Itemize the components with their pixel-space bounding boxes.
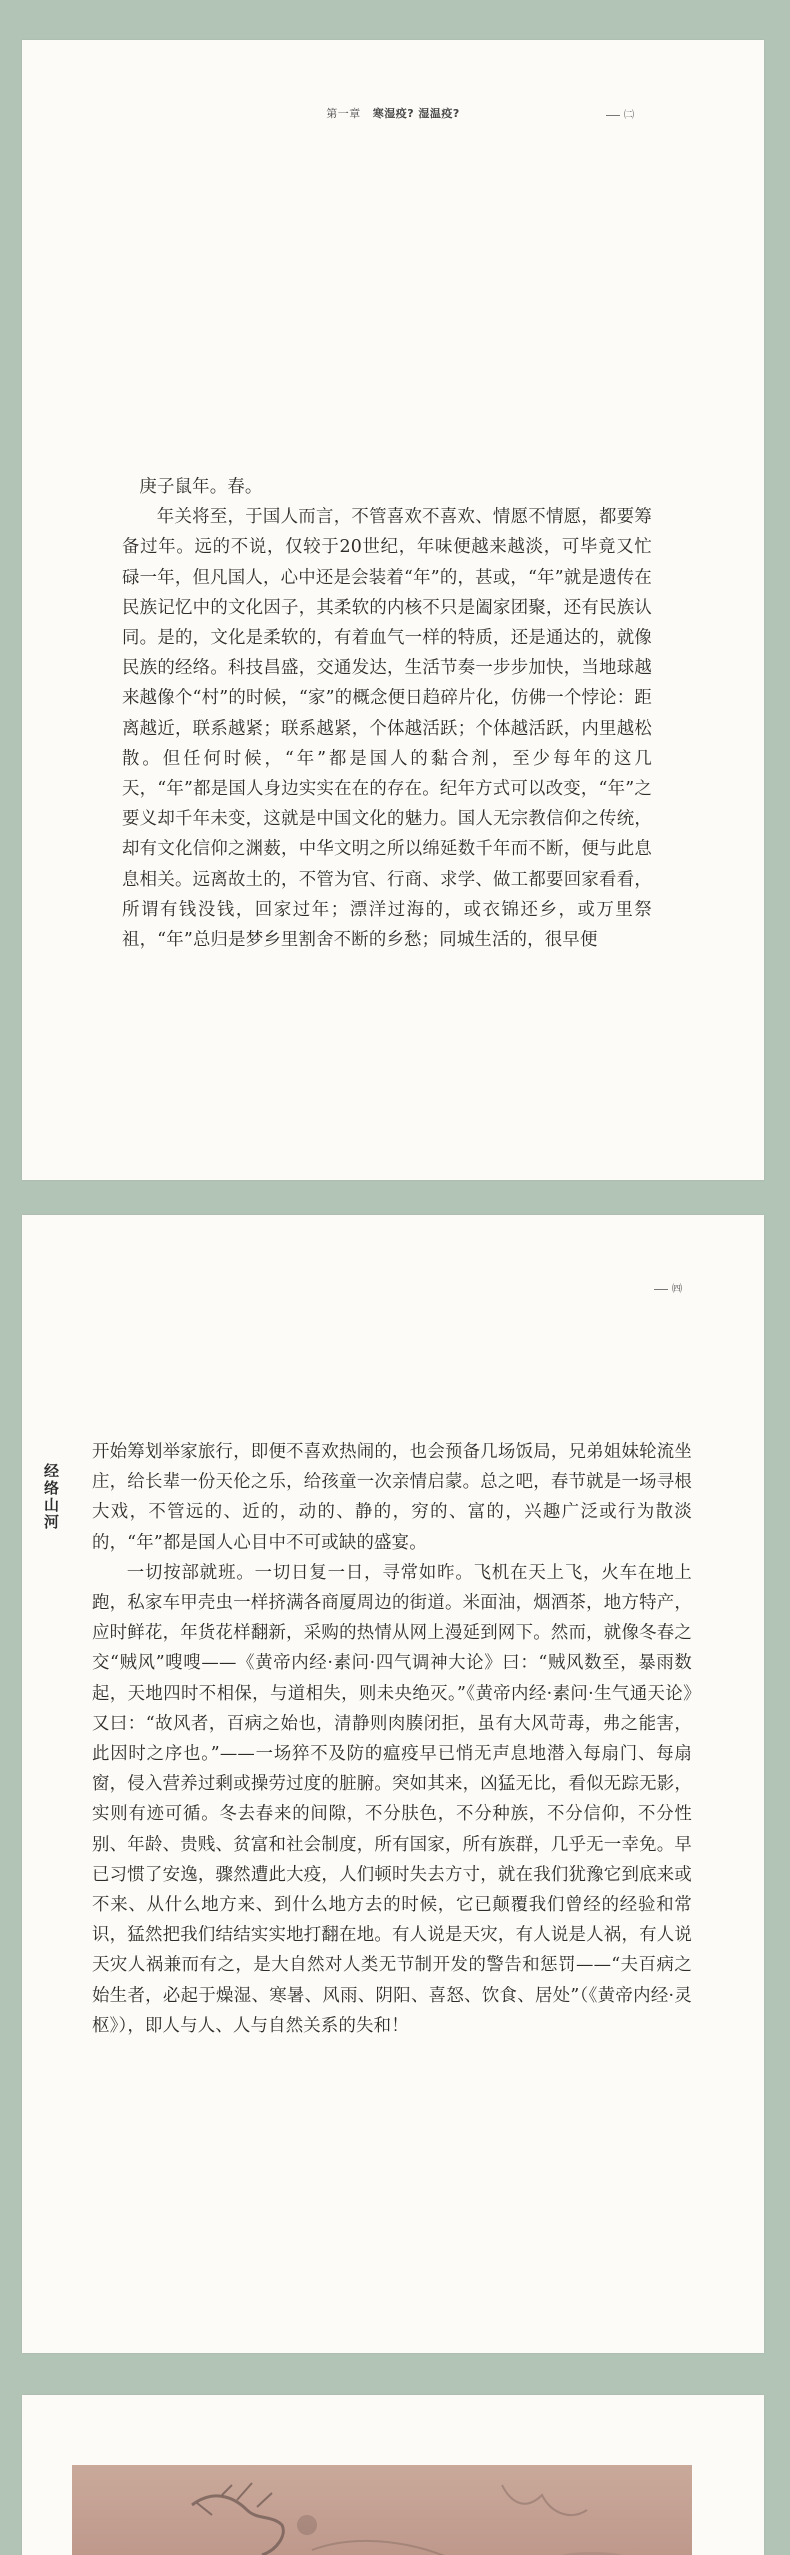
paragraph: 庚子鼠年。春。 xyxy=(139,477,263,497)
paragraph: 一切按部就班。一切日复一日，寻常如昨。飞机在天上飞，火车在地上跑，私家车甲壳虫一样挤满各商厦周边的街道。米面油，烟酒茶，地方特产，应时鲜花，年货花样翻新，采购的热情从网上漫延到网下。然而，就像冬春之交“贼风”嗖嗖——《黄帝内经·素问·四气调神大论》曰：“贼风数至，暴雨数起，天地四时不相保，与道相失，则未央绝灭。”《黄帝内经·素问·生气通天论》又曰：“故风者，百病之始也，清静则肉腠闭拒，虽有大风苛毒，弗之能害，此因时之序也。”——一场猝不及防的瘟疫早已悄无声息地潜入每扇门、每扇窗，侵入营养过剩或操劳过度的脏腑。突如其来，凶猛无比，看似无踪无影，实则有迹可循。冬去春来的间隙，不分肤色，不分种族，不分信仰，不分性别、年龄、贵贱、贫富和社会制度，所有国家，所有族群，几乎无一幸免。早已习惯了安逸，骤然遭此大疫，人们顿时失去方寸，就在我们犹豫它到底来或不来、从什么地方来、到什么地方去的时候，它已颠覆我们曾经的经验和常识，猛然把我们结结实实地打翻在地。有人说是天灾，有人说是人祸，有人说天灾人祸兼而有之，是大自然对人类无节制开发的警告和惩罚——“夫百病之始生者，必起于燥湿、寒暑、风雨、阴阳、喜怒、饮食、居处”（《黄帝内经·灵枢》），即人与人、人与自然关系的失和！ xyxy=(92,1562,692,2036)
chapter-number: 第一章 xyxy=(326,107,361,120)
body-text xyxy=(92,1437,692,2041)
page-number: ㈡ xyxy=(624,106,634,121)
book-page-1 xyxy=(22,40,764,1180)
painting-artwork xyxy=(72,2465,692,2555)
page-number: ㈣ xyxy=(672,1280,682,1295)
body-text xyxy=(122,472,652,955)
book-page-2 xyxy=(22,1215,764,2353)
book-title-vertical: 经络山河 xyxy=(42,1463,60,1531)
chapter-title: 寒湿疫? 湿温疫? xyxy=(372,107,460,120)
running-header xyxy=(22,105,764,121)
landscape-painting-image xyxy=(72,2465,692,2555)
book-page-3 xyxy=(22,2395,764,2555)
paragraph: 年关将至，于国人而言，不管喜欢不喜欢、情愿不情愿，都要筹备过年。远的不说，仅较于20世纪，年味便越来越淡，可毕竟又忙碌一年，但凡国人，心中还是会装着“年”的，甚或，“年”就是遗传在民族记忆中的文化因子，其柔软的内核不只是阖家团聚，还有民族认同。是的，文化是柔软的，有着血气一样的特质，还是通达的，就像民族的经络。科技昌盛，交通发达，生活节奏一步步加快，当地球越来越像个“村”的时候，“家”的概念便日趋碎片化，仿佛一个悖论：距离越近，联系越紧；联系越紧，个体越活跃；个体越活跃，内里越松散。但任何时候，“年”都是国人的黏合剂，至少每年的这几天，“年”都是国人身边实实在在的存在。纪年方式可以改变，“年”之要义却千年未变，这就是中国文化的魅力。国人无宗教信仰之传统，却有文化信仰之渊薮，中华文明之所以绵延数千年而不断，便与此息息相关。远离故土的，不管为官、行商、求学、做工都要回家看看，所谓有钱没钱，回家过年；漂洋过海的，或衣锦还乡，或万里祭祖，“年”总归是梦乡里割舍不断的乡愁；同城生活的，很早便 xyxy=(122,507,652,951)
paragraph: 开始筹划举家旅行，即便不喜欢热闹的，也会预备几场饭局，兄弟姐妹轮流坐庄，给长辈一份天伦之乐，给孩童一次亲情启蒙。总之吧，春节就是一场寻根大戏，不管远的、近的，动的、静的，穷的、富的，兴趣广泛或行为散淡的，“年”都是国人心目中不可或缺的盛宴。 xyxy=(92,1442,692,1553)
